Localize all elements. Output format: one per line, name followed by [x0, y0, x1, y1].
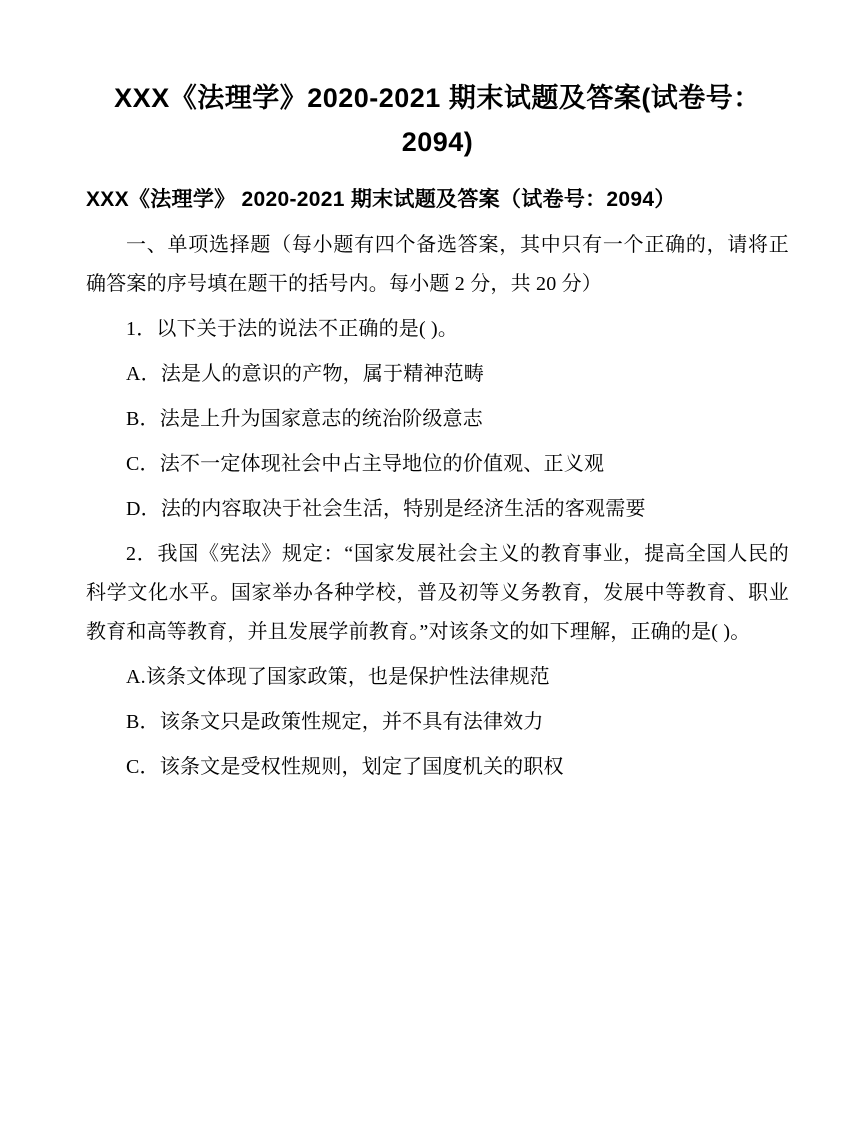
question-1-option-d: D．法的内容取决于社会生活，特别是经济生活的客观需要: [126, 498, 646, 520]
question-1-option-c: C．法不一定体现社会中占主导地位的价值观、正义观: [126, 453, 605, 475]
question-1-option-a: A．法是人的意识的产物，属于精神范畴: [126, 363, 485, 385]
document-subtitle: XXX《法理学》 2020-2021 期末试题及答案（试卷号：2094）: [86, 188, 676, 211]
section-1-instructions: 一、单项选择题（每小题有四个备选答案，其中只有一个正确的，请将正确答案的序号填在题干的括号内。每小题 2 分，共 20 分）: [86, 234, 789, 295]
question-2-option-b: B．该条文只是政策性规定，并不具有法律效力: [126, 711, 544, 733]
question-1-stem: 1．以下关于法的说法不正确的是( )。: [126, 318, 459, 340]
question-2-option-c: C．该条文是受权性规则，划定了国度机关的职权: [126, 756, 564, 778]
document-title: XXX《法理学》2020-2021 期末试题及答案(试卷号：2094): [114, 83, 761, 157]
question-2-stem: 2．我国《宪法》规定：“国家发展社会主义的教育事业，提高全国人民的科学文化水平。国家举办各种学校，普及初等义务教育，发展中等教育、职业教育和高等教育，并且发展学前教育。”对该条文的如下理解，正确的是( )。: [86, 543, 789, 643]
question-2-option-a: A.该条文体现了国家政策，也是保护性法律规范: [126, 666, 550, 688]
question-1-option-b: B．法是上升为国家意志的统治阶级意志: [126, 408, 483, 430]
